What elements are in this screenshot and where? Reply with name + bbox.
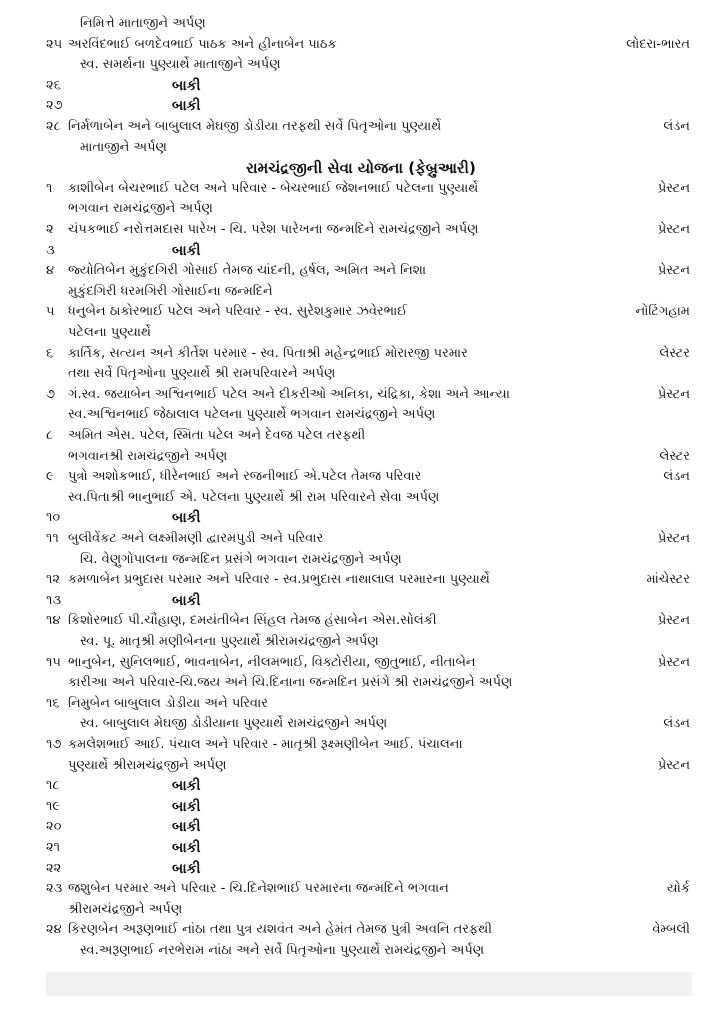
entry-text: બુલીવેંકટ અને લક્ષ્મીમણી દ્વારમપુડી અને પરિવાર xyxy=(68,531,324,546)
entry-text: કમળાબેન પ્રભુદાસ પરમાર અને પરિવાર - સ્વ.પ્રભુદાસ નાથાલાલ પરમારના પુણ્યાર્થે xyxy=(68,572,490,588)
entry-number: ૨૦ xyxy=(46,819,62,835)
entry-row xyxy=(0,488,722,508)
entry-number: ૧૭ xyxy=(46,737,62,752)
footer-band xyxy=(46,972,692,996)
entry-row xyxy=(0,323,722,343)
pending-entry-row xyxy=(0,96,722,116)
entry-number: ૪ xyxy=(46,263,55,279)
entry-number: ૧૩ xyxy=(46,592,62,608)
entry-number: ૩ xyxy=(46,242,55,258)
entry-number: ૨૫ xyxy=(46,36,63,52)
entry-row xyxy=(0,920,722,940)
entry-row xyxy=(0,550,722,570)
entry-number: ૧૫ xyxy=(46,654,61,670)
pending-entry-row xyxy=(0,817,722,837)
entry-number: ૧૬ xyxy=(46,695,60,711)
pending-label: બાકી xyxy=(172,242,201,259)
entry-number: ૨૨ xyxy=(46,860,62,876)
entry-number: ૧૦ xyxy=(46,510,61,526)
entry-text: ભગવાનશ્રી રામચંદ્રજીને અર્પણ xyxy=(68,448,228,464)
entry-text: શ્રીરામચંદ્રજીને અર્પણ xyxy=(68,901,183,917)
section-heading: રામચંદ્રજીની સેવા યોજના (ફેબ્રુઆરી) xyxy=(246,159,476,178)
entry-number: ૨૧ xyxy=(46,840,61,855)
entry-number: ૮ xyxy=(46,428,54,443)
entry-location: લંડન xyxy=(663,716,690,732)
entry-text: ભગવાન રામચંદ્રજીને અર્પણ xyxy=(68,201,213,217)
entry-text: કિશોરભાઈ પી.ચૌહાણ, દમયંતીબેન સિંહલ તેમજ હંસાબેન એસ.સોલંકી xyxy=(68,613,437,629)
entry-number: ૨ xyxy=(46,222,54,237)
entry-row xyxy=(0,941,722,961)
entry-number: ૫ xyxy=(46,304,55,320)
entry-text: ભાનુબેન, સુનિલભાઈ, ભાવનાબેન, નીલમભાઈ, વિક્ટોરીયા, જીતુભાઈ, નીતાબેન xyxy=(68,654,476,670)
entry-number: ૨૭ xyxy=(46,98,63,114)
entry-row xyxy=(0,694,722,714)
entry-row xyxy=(0,714,722,734)
entry-row xyxy=(0,199,722,219)
entry-row xyxy=(0,426,722,446)
pending-label: બાકી xyxy=(172,860,201,877)
entry-text: સ્વ. પૂ. માતૃશ્રી મણીબેનના પુણ્યાર્થે શ્રીરામચંદ્રજીને અર્પણ xyxy=(80,634,379,649)
entry-location: લોદરા-ભારત xyxy=(626,36,690,52)
entry-row xyxy=(0,467,722,487)
entry-location: પ્રેસ્ટન xyxy=(657,263,690,279)
entry-text: સ્વ.અરૂણભાઈ નરભેરામ નાંઠા અને સર્વે પિતૃઓના પુણ્યાર્થે રામચંદ્રજીને અર્પણ xyxy=(80,943,485,958)
pending-entry-row xyxy=(0,241,722,261)
entry-text: કમલેશભાઈ આઈ. પંચાલ અને પરિવાર - માતૃશ્રી રૂક્ષ્મણીબેન આઈ. પંચાલના xyxy=(68,737,463,752)
pending-entry-row xyxy=(0,859,722,879)
entry-text: અમિત એસ. પટેલ, સ્મિતા પટેલ અને દેવજ પટેલ તરફથી xyxy=(68,428,366,443)
entry-location: લંડન xyxy=(663,469,690,485)
entry-row xyxy=(0,302,722,322)
entry-text: સ્વ. બાબુલાલ મેઘજી ડોડીયાના પુણ્યાર્થે રામચંદ્રજીને અર્પણ xyxy=(80,716,388,732)
entry-number: ૭ xyxy=(46,386,56,402)
entry-location: પ્રેસ્ટન xyxy=(657,180,690,196)
entry-text: ધનુબેન ઠાકોરભાઈ પટેલ અને પરિવાર - સ્વ. સુરેશકુમાર ઝવેરભાઈ xyxy=(68,304,408,320)
entry-text: જશુબેન પરમાર અને પરિવાર - ચિ.દિનેશભાઈ પરમારના જન્મદિને ભગવાન xyxy=(68,881,449,897)
entry-location: વેમ્બલી xyxy=(652,922,690,938)
entry-row xyxy=(0,261,722,281)
entry-location: પ્રેસ્ટન xyxy=(657,613,690,629)
entry-location: પ્રેસ્ટન xyxy=(657,654,690,670)
entry-text: નિમુબેન બાબુલાલ ડોડીયા અને પરિવાર xyxy=(68,695,268,711)
entry-text: મુકુંદગિરી ધરમગિરી ગોસાઈના જન્મદિને xyxy=(68,283,273,299)
entry-row xyxy=(0,529,722,549)
entry-row xyxy=(0,55,722,75)
entry-location: લેસ્ટર xyxy=(659,448,690,464)
pending-entry-row xyxy=(0,797,722,817)
entry-row xyxy=(0,282,722,302)
entry-text: પટેલના પુણ્યાર્થે xyxy=(68,325,151,340)
entry-text: સ્વ. સમર્થના પુણ્યાર્થે માતાજીને અર્પણ xyxy=(80,57,281,73)
entry-row xyxy=(0,364,722,384)
pending-entry-row xyxy=(0,591,722,611)
entry-number: ૬ xyxy=(46,345,54,361)
pending-label: બાકી xyxy=(172,77,201,94)
pending-entry-row xyxy=(0,76,722,96)
entry-row xyxy=(0,138,722,158)
pending-entry-row xyxy=(0,838,722,858)
entry-number: ૨૩ xyxy=(46,881,63,897)
entry-row xyxy=(0,879,722,899)
pending-entry-row xyxy=(0,508,722,528)
entry-row xyxy=(0,673,722,693)
entry-number: ૧ xyxy=(46,180,53,196)
entry-row xyxy=(0,735,722,755)
entry-location: પ્રેસ્ટન xyxy=(657,757,690,773)
entry-location: યોર્ક xyxy=(666,881,690,897)
entry-text: ચિ. વેણુગોપાલના જન્મદિન પ્રસંગે ભગવાન રામચંદ્રજીને અર્પણ xyxy=(80,551,402,567)
entry-row xyxy=(0,220,722,240)
entry-row xyxy=(0,900,722,920)
entry-row xyxy=(0,117,722,137)
pending-label: બાકી xyxy=(172,840,201,856)
entry-location: પ્રેસ્ટન xyxy=(657,531,690,546)
entry-text: ચંપકભાઈ નરોત્તમદાસ પારેખ - ચિ. પરેશ પારેખના જન્મદિને રામચંદ્રજીને અર્પણ xyxy=(68,222,479,237)
entry-row xyxy=(0,179,722,199)
entry-row xyxy=(0,447,722,467)
entry-number: ૨૬ xyxy=(46,77,61,93)
entry-text: કાર્તિક, સત્યન અને કીર્તેશ પરમાર - સ્વ. પિતાશ્રી મહેન્દ્રભાઈ મોરારજી પરમાર xyxy=(68,345,468,361)
entry-row xyxy=(0,385,722,405)
entry-number: ૨૮ xyxy=(46,119,61,134)
entry-location: પ્રેસ્ટન xyxy=(657,386,690,402)
entry-row xyxy=(0,653,722,673)
entry-text: નિમિત્તે માતાજીને અર્પણ xyxy=(80,16,206,31)
entry-text: સ્વ.પિતાશ્રી ભાનુભાઈ એ. પટેલના પુણ્યાર્થે શ્રી રામ પરિવારને સેવા અર્પણ xyxy=(68,489,440,505)
entry-row xyxy=(0,14,722,34)
entry-location: માંચેસ્ટર xyxy=(646,572,690,588)
entry-number: ૧૯ xyxy=(46,798,61,814)
entry-text: સ્વ.અશ્વિનભાઈ જેઠાલાલ પટેલના પુણ્યાર્થે ભગવાન રામચંદ્રજીને અર્પણ xyxy=(68,407,436,423)
entry-location: નોટિંગહામ xyxy=(635,304,690,320)
entry-text: કિરણબેન અરૂણભાઈ નાંઠા તથા પુત્ર યશવંત અને હેમંત તેમજ પુત્રી અવનિ તરફથી xyxy=(68,922,492,938)
entry-text: કારીઆ અને પરિવાર-ચિ.જય અને ચિ.દિનાના જન્મદિન પ્રસંગે શ્રી રામચંદ્રજીને અર્પણ xyxy=(68,675,513,691)
entry-text: કાશીબેન બેચરભાઈ પટેલ અને પરિવાર - બેચરભાઈ જેશનભાઈ પટેલના પુણ્યાર્થે xyxy=(68,180,479,196)
entry-text: પુત્રો અશોકભાઈ, ધીરેનભાઈ અને રજનીભાઈ એ.પટેલ તેમજ પરિવાર xyxy=(68,469,422,485)
entry-number: ૧૧ xyxy=(46,531,59,546)
entry-row xyxy=(0,570,722,590)
entry-location: પ્રેસ્ટન xyxy=(657,222,690,237)
entry-row xyxy=(0,405,722,425)
entry-location: લેસ્ટર xyxy=(659,345,690,361)
entry-number: ૧૪ xyxy=(46,613,61,629)
entry-text: જ્યોતિબેન મુકુંદગિરી ગોસાઈ તેમજ ચાંદની, હર્ષલ, અમિત અને નિશા xyxy=(68,263,427,279)
pending-label: બાકી xyxy=(172,819,201,836)
entry-text: તથા સર્વે પિતૃઓના પુણ્યાર્થે શ્રી રામપરિવારને અર્પણ xyxy=(68,366,336,382)
entry-text: માતાજીને અર્પણ xyxy=(80,139,167,155)
entry-text: અરવિંદભાઈ બળદેવભાઈ પાઠક અને હીનાબેન પાઠક xyxy=(68,36,337,52)
pending-label: બાકી xyxy=(172,510,201,527)
pending-entry-row xyxy=(0,776,722,796)
pending-label: બાકી xyxy=(172,798,201,815)
entry-row xyxy=(0,35,722,55)
entry-text: પુણ્યાર્થે શ્રીરામચંદ્રજીને અર્પણ xyxy=(68,757,227,773)
entry-row xyxy=(0,756,722,776)
pending-label: બાકી xyxy=(172,592,201,609)
entry-number: ૧૮ xyxy=(46,778,60,794)
entry-location: લંડન xyxy=(663,119,690,134)
pending-label: બાકી xyxy=(172,98,201,115)
entry-number: ૯ xyxy=(46,469,54,485)
pending-label: બાકી xyxy=(172,778,201,795)
entry-text: ગં.સ્વ. જયાબેન અશ્વિનભાઈ પટેલ અને દીકરીઓ અનિકા, ચંદ્રિકા, કેશા અને આન્યા xyxy=(68,386,510,402)
entry-row xyxy=(0,611,722,631)
entry-text: નિર્મળાબેન અને બાબુલાલ મેઘજી ડોડીયા તરફથી સર્વે પિતૃઓના પુણ્યાર્થે xyxy=(68,119,442,134)
entry-number: ૧૨ xyxy=(46,572,61,588)
entry-row xyxy=(0,344,722,364)
entry-row xyxy=(0,632,722,652)
entry-number: ૨૪ xyxy=(46,922,62,938)
